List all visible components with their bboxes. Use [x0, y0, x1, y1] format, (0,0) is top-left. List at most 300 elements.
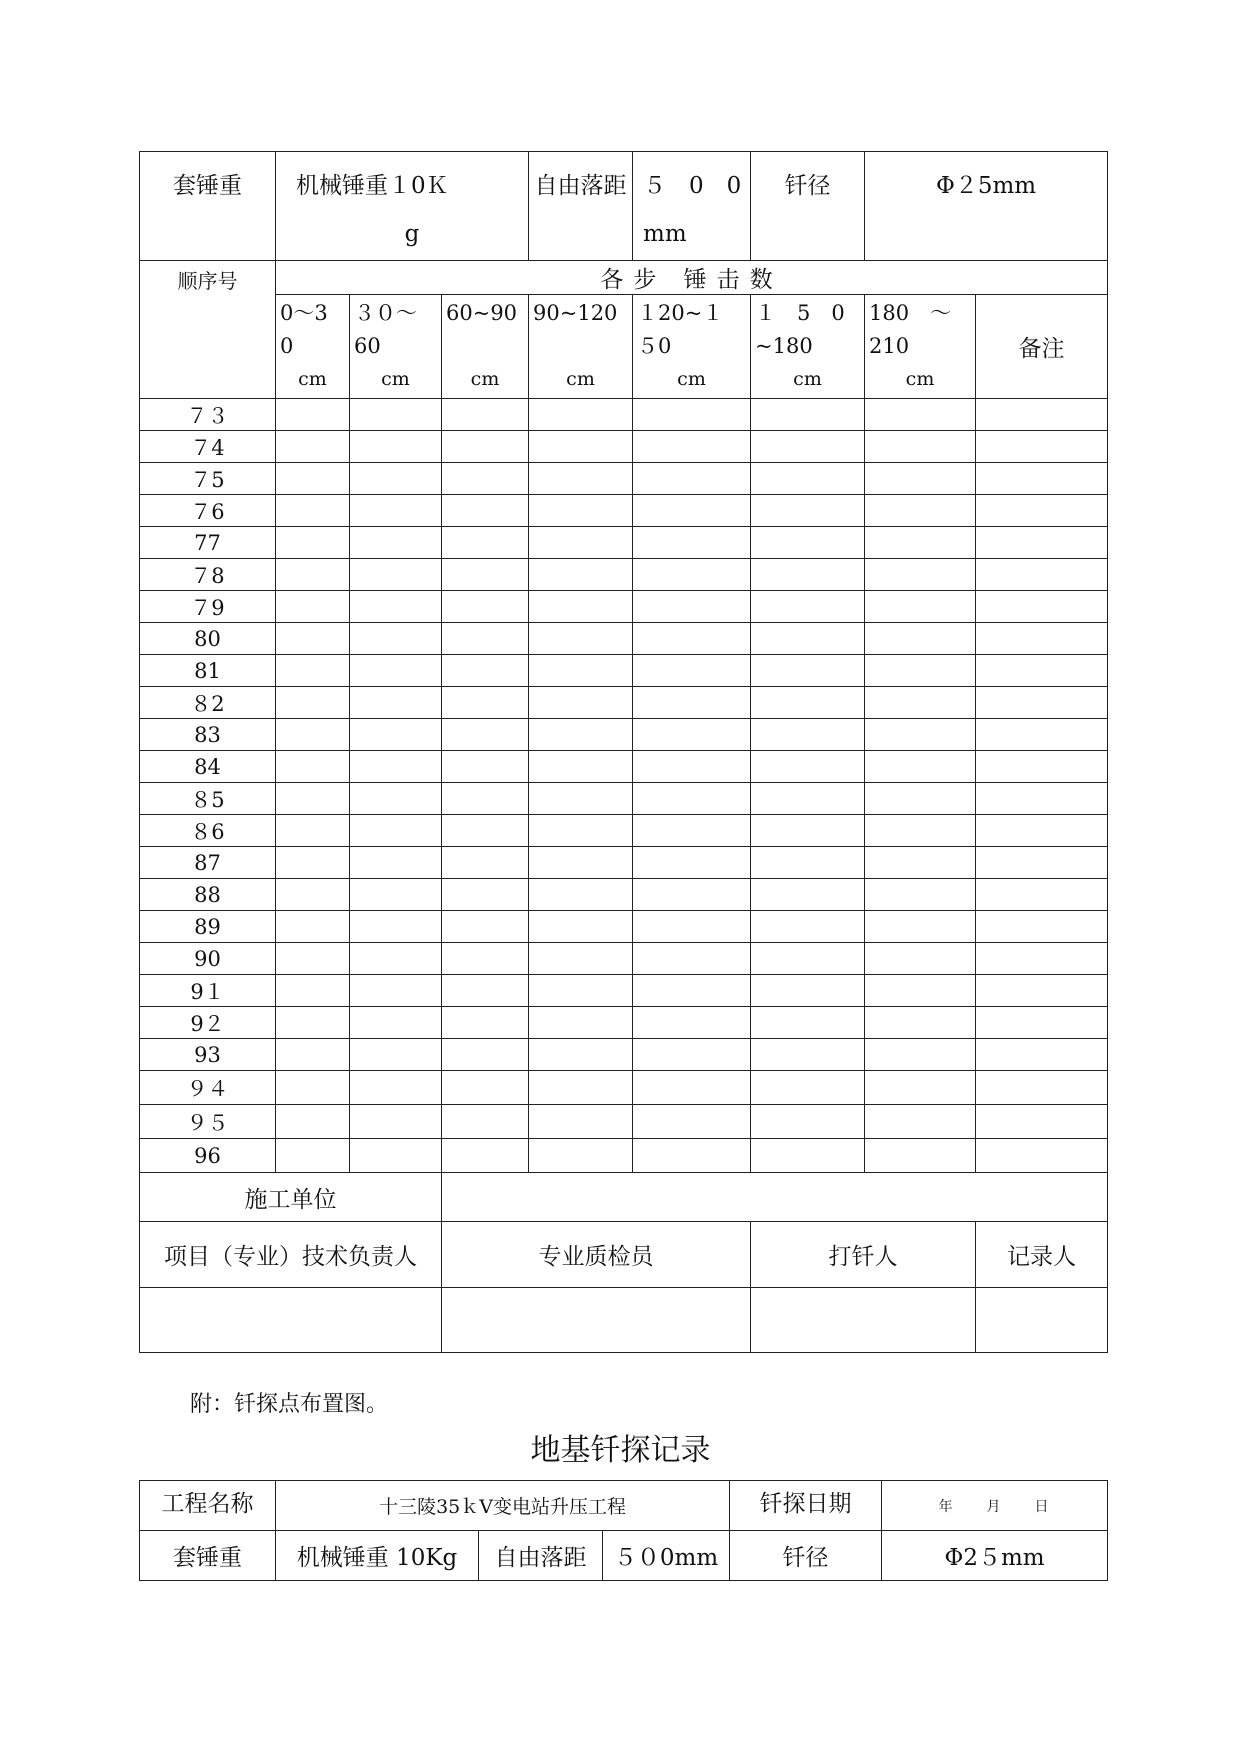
- blow-count-cell: [751, 1071, 865, 1105]
- table-row: [140, 687, 1108, 719]
- blow-count-cell: [633, 911, 751, 943]
- range-header-row: [140, 295, 1108, 399]
- blow-count-cell: [350, 431, 442, 463]
- table-row: [140, 495, 1108, 527]
- blow-count-cell: [350, 719, 442, 751]
- blow-count-cell: [865, 495, 976, 527]
- blow-count-cell: [865, 1071, 976, 1105]
- blow-count-cell: [529, 975, 633, 1007]
- blow-count-cell: [442, 559, 529, 591]
- blow-count-cell: [751, 879, 865, 911]
- row-number: ７6: [140, 495, 276, 527]
- table-row: [140, 623, 1108, 655]
- data-rows: [140, 399, 1108, 1173]
- table-row: [140, 1071, 1108, 1105]
- blow-count-cell: [442, 719, 529, 751]
- hammer-label: 套锤重: [140, 152, 276, 261]
- blow-count-cell: [350, 1039, 442, 1071]
- blow-count-cell: [276, 463, 350, 495]
- blow-count-cell: [976, 975, 1108, 1007]
- range-header-3: [529, 295, 633, 399]
- blow-count-cell: [633, 719, 751, 751]
- blow-count-cell: [529, 783, 633, 815]
- blow-count-cell: [865, 751, 976, 783]
- blow-count-cell: [865, 527, 976, 559]
- range-unit: cm: [677, 368, 706, 390]
- blow-count-cell: [976, 751, 1108, 783]
- blow-count-cell: [442, 591, 529, 623]
- row-number: ９４: [140, 1071, 276, 1105]
- row-number: 89: [140, 911, 276, 943]
- steps-title: 各步 锤击数: [276, 261, 1108, 295]
- blow-count-cell: [276, 431, 350, 463]
- construction-unit-value: [442, 1173, 1108, 1222]
- blow-count-cell: [633, 463, 751, 495]
- blow-count-cell: [276, 943, 350, 975]
- blow-count-cell: [865, 591, 976, 623]
- table-row: [140, 591, 1108, 623]
- blow-count-cell: [976, 943, 1108, 975]
- blow-count-cell: [442, 495, 529, 527]
- range-header-2: [442, 295, 529, 399]
- probe-operator-label: 打钎人: [751, 1222, 976, 1288]
- tech-lead-signature: [140, 1288, 442, 1353]
- range-line1: 90~120: [533, 301, 618, 325]
- blow-count-cell: [976, 623, 1108, 655]
- second-parameter-row: [140, 1531, 1108, 1581]
- drop-value-line1: ５ 0 0: [643, 173, 742, 199]
- blow-count-cell: [350, 943, 442, 975]
- blow-count-cell: [976, 815, 1108, 847]
- blow-count-cell: [529, 911, 633, 943]
- blow-count-cell: [276, 559, 350, 591]
- blow-count-cell: [976, 687, 1108, 719]
- table-row: [140, 655, 1108, 687]
- blow-count-cell: [751, 847, 865, 879]
- blow-count-cell: [633, 1071, 751, 1105]
- blow-count-cell: [751, 1105, 865, 1139]
- blow-count-cell: [276, 911, 350, 943]
- blow-count-cell: [529, 1039, 633, 1071]
- seq-label: 顺序号: [140, 261, 276, 399]
- blow-count-cell: [529, 751, 633, 783]
- row-number: 9２: [140, 1007, 276, 1039]
- blow-count-cell: [529, 687, 633, 719]
- project-name-label: 工程名称: [140, 1481, 276, 1531]
- blow-count-cell: [633, 495, 751, 527]
- blow-count-cell: [751, 431, 865, 463]
- blow-count-cell: [976, 1039, 1108, 1071]
- blow-count-cell: [529, 591, 633, 623]
- range-line1: １ 5 0: [755, 301, 845, 325]
- row-number: ７３: [140, 399, 276, 431]
- blow-count-cell: [442, 943, 529, 975]
- tech-lead-label: 项目（专业）技术负责人: [140, 1222, 442, 1288]
- blow-count-cell: [865, 975, 976, 1007]
- hammer-value-line1: 机械锤重１0Ｋ: [296, 173, 449, 199]
- blow-count-cell: [529, 623, 633, 655]
- blow-count-cell: [442, 655, 529, 687]
- blow-count-cell: [976, 1007, 1108, 1039]
- blow-count-cell: [276, 1039, 350, 1071]
- blow-count-cell: [751, 815, 865, 847]
- blow-count-cell: [442, 1071, 529, 1105]
- blow-count-cell: [529, 1139, 633, 1173]
- blow-count-cell: [865, 559, 976, 591]
- blow-count-cell: [529, 399, 633, 431]
- table-row: [140, 815, 1108, 847]
- range-unit: cm: [566, 368, 595, 390]
- blow-count-cell: [633, 591, 751, 623]
- row-number: 83: [140, 719, 276, 751]
- table-row: [140, 527, 1108, 559]
- blow-count-cell: [751, 687, 865, 719]
- blow-count-cell: [633, 1007, 751, 1039]
- blow-count-cell: [276, 1139, 350, 1173]
- blow-count-cell: [276, 783, 350, 815]
- blow-count-cell: [350, 687, 442, 719]
- blow-count-cell: [633, 975, 751, 1007]
- blow-count-cell: [633, 559, 751, 591]
- range-line2: [446, 330, 524, 363]
- blow-count-cell: [751, 559, 865, 591]
- blow-count-cell: [276, 655, 350, 687]
- signature-blank-row: [140, 1288, 1108, 1353]
- blow-count-cell: [350, 399, 442, 431]
- blow-count-cell: [751, 591, 865, 623]
- blow-count-cell: [529, 1071, 633, 1105]
- blow-count-cell: [865, 1007, 976, 1039]
- blow-count-cell: [976, 847, 1108, 879]
- table-row: [140, 847, 1108, 879]
- range-header-6: [865, 295, 976, 399]
- blow-count-cell: [442, 911, 529, 943]
- blow-count-cell: [751, 623, 865, 655]
- footnote: 附：钎探点布置图。: [190, 1392, 389, 1417]
- blow-count-cell: [276, 1007, 350, 1039]
- blow-count-cell: [350, 463, 442, 495]
- blow-count-cell: [276, 719, 350, 751]
- blow-count-cell: [529, 1007, 633, 1039]
- blow-count-cell: [633, 815, 751, 847]
- blow-count-cell: [442, 687, 529, 719]
- blow-count-cell: [442, 399, 529, 431]
- blow-count-cell: [276, 751, 350, 783]
- blow-count-cell: [976, 399, 1108, 431]
- row-number: 90: [140, 943, 276, 975]
- row-number: ７8: [140, 559, 276, 591]
- table-row: [140, 431, 1108, 463]
- blow-count-cell: [350, 623, 442, 655]
- blow-count-cell: [865, 655, 976, 687]
- range-line1: １20~１: [637, 301, 724, 325]
- blow-count-cell: [529, 815, 633, 847]
- blow-count-cell: [976, 1139, 1108, 1173]
- blow-count-cell: [633, 847, 751, 879]
- row-number: 77: [140, 527, 276, 559]
- blow-count-cell: [633, 655, 751, 687]
- remark-label: 备注: [976, 295, 1108, 399]
- project-name-value: 十三陵35ｋV变电站升压工程: [276, 1481, 730, 1531]
- range-header-0: [276, 295, 350, 399]
- blow-count-cell: [276, 1105, 350, 1139]
- table-row: [140, 975, 1108, 1007]
- blow-count-cell: [442, 847, 529, 879]
- second-form-table: [139, 1480, 1108, 1581]
- recorder-signature: [976, 1288, 1108, 1353]
- blow-count-cell: [865, 1039, 976, 1071]
- blow-count-cell: [751, 463, 865, 495]
- blow-count-cell: [350, 975, 442, 1007]
- table-row: [140, 1007, 1108, 1039]
- blow-count-cell: [976, 1071, 1108, 1105]
- row-number: 81: [140, 655, 276, 687]
- blow-count-cell: [633, 399, 751, 431]
- blow-count-cell: [976, 655, 1108, 687]
- range-unit: cm: [905, 368, 935, 390]
- range-header-1: [350, 295, 442, 399]
- blow-count-cell: [976, 591, 1108, 623]
- blow-count-cell: [865, 1139, 976, 1173]
- second-rod-label: 钎径: [730, 1531, 882, 1581]
- range-line2: [533, 330, 628, 363]
- row-number: ８6: [140, 815, 276, 847]
- inspector-signature: [442, 1288, 751, 1353]
- blow-count-cell: [865, 1105, 976, 1139]
- blow-count-cell: [865, 911, 976, 943]
- probe-date-value: 年 月 日: [882, 1481, 1108, 1531]
- rod-label: 钎径: [751, 152, 865, 261]
- blow-count-cell: [751, 527, 865, 559]
- blow-count-cell: [350, 783, 442, 815]
- row-number: 96: [140, 1139, 276, 1173]
- row-number: ７9: [140, 591, 276, 623]
- construction-unit-label: 施工单位: [140, 1173, 442, 1222]
- probe-record-table: [139, 151, 1108, 1353]
- blow-count-cell: [276, 847, 350, 879]
- blow-count-cell: [751, 719, 865, 751]
- range-unit: cm: [298, 368, 327, 390]
- table-row: [140, 399, 1108, 431]
- blow-count-cell: [976, 1105, 1108, 1139]
- blow-count-cell: [633, 783, 751, 815]
- blow-count-cell: [976, 879, 1108, 911]
- blow-count-cell: [529, 431, 633, 463]
- blow-count-cell: [976, 911, 1108, 943]
- blow-count-cell: [350, 911, 442, 943]
- blow-count-cell: [350, 879, 442, 911]
- blow-count-cell: [442, 1007, 529, 1039]
- blow-count-cell: [529, 495, 633, 527]
- blow-count-cell: [442, 1139, 529, 1173]
- blow-count-cell: [529, 879, 633, 911]
- blow-count-cell: [350, 847, 442, 879]
- probe-date-label: 钎探日期: [730, 1481, 882, 1531]
- blow-count-cell: [751, 975, 865, 1007]
- table-row: [140, 911, 1108, 943]
- blow-count-cell: [276, 975, 350, 1007]
- row-number: 9１: [140, 975, 276, 1007]
- blow-count-cell: [751, 1039, 865, 1071]
- blow-count-cell: [442, 1039, 529, 1071]
- blow-count-cell: [442, 1105, 529, 1139]
- blow-count-cell: [276, 687, 350, 719]
- blow-count-cell: [350, 1139, 442, 1173]
- range-line2: 0: [280, 334, 294, 358]
- blow-count-cell: [350, 495, 442, 527]
- blow-count-cell: [976, 719, 1108, 751]
- blow-count-cell: [751, 399, 865, 431]
- blow-count-cell: [976, 559, 1108, 591]
- table-row: [140, 719, 1108, 751]
- blow-count-cell: [442, 623, 529, 655]
- second-hammer-label: 套锤重: [140, 1531, 276, 1581]
- range-line2: ~180: [755, 334, 813, 358]
- signature-label-row: [140, 1222, 1108, 1288]
- blow-count-cell: [529, 1105, 633, 1139]
- steps-title-row: [140, 261, 1108, 295]
- blow-count-cell: [751, 783, 865, 815]
- recorder-label: 记录人: [976, 1222, 1108, 1288]
- construction-unit-row: [140, 1173, 1108, 1222]
- blow-count-cell: [865, 815, 976, 847]
- blow-count-cell: [442, 527, 529, 559]
- blow-count-cell: [865, 719, 976, 751]
- table-row: [140, 783, 1108, 815]
- row-number: 93: [140, 1039, 276, 1071]
- range-line2: 60: [354, 334, 381, 358]
- blow-count-cell: [633, 751, 751, 783]
- blow-count-cell: [751, 495, 865, 527]
- table-row: [140, 1105, 1108, 1139]
- blow-count-cell: [276, 495, 350, 527]
- table-row: [140, 463, 1108, 495]
- project-row: [140, 1481, 1108, 1531]
- rod-value: Φ２5mm: [865, 152, 1108, 261]
- row-number: 87: [140, 847, 276, 879]
- blow-count-cell: [529, 719, 633, 751]
- row-number: ８2: [140, 687, 276, 719]
- blow-count-cell: [751, 655, 865, 687]
- blow-count-cell: [442, 751, 529, 783]
- blow-count-cell: [529, 527, 633, 559]
- row-number: ７5: [140, 463, 276, 495]
- drop-value-line2: mm: [643, 221, 687, 247]
- range-line2: 210: [869, 334, 910, 358]
- range-line2: ５0: [637, 334, 672, 358]
- blow-count-cell: [976, 527, 1108, 559]
- table-row: [140, 1039, 1108, 1071]
- blow-count-cell: [751, 751, 865, 783]
- blow-count-cell: [976, 463, 1108, 495]
- table-row: [140, 751, 1108, 783]
- range-line1: ３０～: [354, 301, 417, 325]
- blow-count-cell: [442, 783, 529, 815]
- row-number: ９５: [140, 1105, 276, 1139]
- blow-count-cell: [529, 463, 633, 495]
- blow-count-cell: [350, 1071, 442, 1105]
- drop-label: 自由落距: [529, 152, 633, 261]
- range-unit: cm: [470, 368, 500, 390]
- blow-count-cell: [276, 591, 350, 623]
- row-number: ８5: [140, 783, 276, 815]
- blow-count-cell: [633, 431, 751, 463]
- probe-operator-signature: [751, 1288, 976, 1353]
- table-row: [140, 1139, 1108, 1173]
- blow-count-cell: [350, 751, 442, 783]
- blow-count-cell: [350, 655, 442, 687]
- blow-count-cell: [529, 847, 633, 879]
- blow-count-cell: [976, 495, 1108, 527]
- blow-count-cell: [865, 463, 976, 495]
- row-number: 84: [140, 751, 276, 783]
- blow-count-cell: [751, 1139, 865, 1173]
- parameter-row: [140, 152, 1108, 261]
- blow-count-cell: [350, 527, 442, 559]
- row-number: 80: [140, 623, 276, 655]
- blow-count-cell: [529, 655, 633, 687]
- range-unit: cm: [793, 368, 822, 390]
- second-rod-value: Φ2５mm: [882, 1531, 1108, 1581]
- table-row: [140, 559, 1108, 591]
- blow-count-cell: [751, 1007, 865, 1039]
- blow-count-cell: [865, 943, 976, 975]
- blow-count-cell: [350, 1007, 442, 1039]
- table-row: [140, 943, 1108, 975]
- blow-count-cell: [751, 911, 865, 943]
- blow-count-cell: [865, 783, 976, 815]
- blow-count-cell: [633, 1105, 751, 1139]
- second-drop-label: 自由落距: [479, 1531, 603, 1581]
- blow-count-cell: [976, 783, 1108, 815]
- blow-count-cell: [865, 399, 976, 431]
- blow-count-cell: [442, 463, 529, 495]
- blow-count-cell: [865, 431, 976, 463]
- blow-count-cell: [976, 431, 1108, 463]
- blow-count-cell: [442, 431, 529, 463]
- blow-count-cell: [276, 1071, 350, 1105]
- blow-count-cell: [350, 1105, 442, 1139]
- blow-count-cell: [350, 815, 442, 847]
- blow-count-cell: [751, 943, 865, 975]
- row-number: ７4: [140, 431, 276, 463]
- row-number: 88: [140, 879, 276, 911]
- blow-count-cell: [633, 687, 751, 719]
- blow-count-cell: [350, 559, 442, 591]
- range-line1: 180 ～: [869, 301, 952, 325]
- blow-count-cell: [633, 943, 751, 975]
- blow-count-cell: [276, 623, 350, 655]
- blow-count-cell: [529, 943, 633, 975]
- second-form-title: 地基钎探记录: [530, 1433, 711, 1468]
- blow-count-cell: [633, 623, 751, 655]
- second-hammer-value: 机械锤重 10Kg: [276, 1531, 479, 1581]
- blow-count-cell: [529, 559, 633, 591]
- blow-count-cell: [442, 879, 529, 911]
- drop-value: [633, 152, 751, 261]
- inspector-label: 专业质检员: [442, 1222, 751, 1288]
- hammer-value-line2: g: [404, 221, 420, 247]
- range-line1: 60~90: [446, 301, 518, 325]
- blow-count-cell: [865, 623, 976, 655]
- second-drop-value: ５０0mm: [603, 1531, 730, 1581]
- blow-count-cell: [633, 1039, 751, 1071]
- range-line1: 0～3: [280, 301, 328, 325]
- blow-count-cell: [633, 527, 751, 559]
- blow-count-cell: [442, 815, 529, 847]
- blow-count-cell: [276, 815, 350, 847]
- blow-count-cell: [633, 1139, 751, 1173]
